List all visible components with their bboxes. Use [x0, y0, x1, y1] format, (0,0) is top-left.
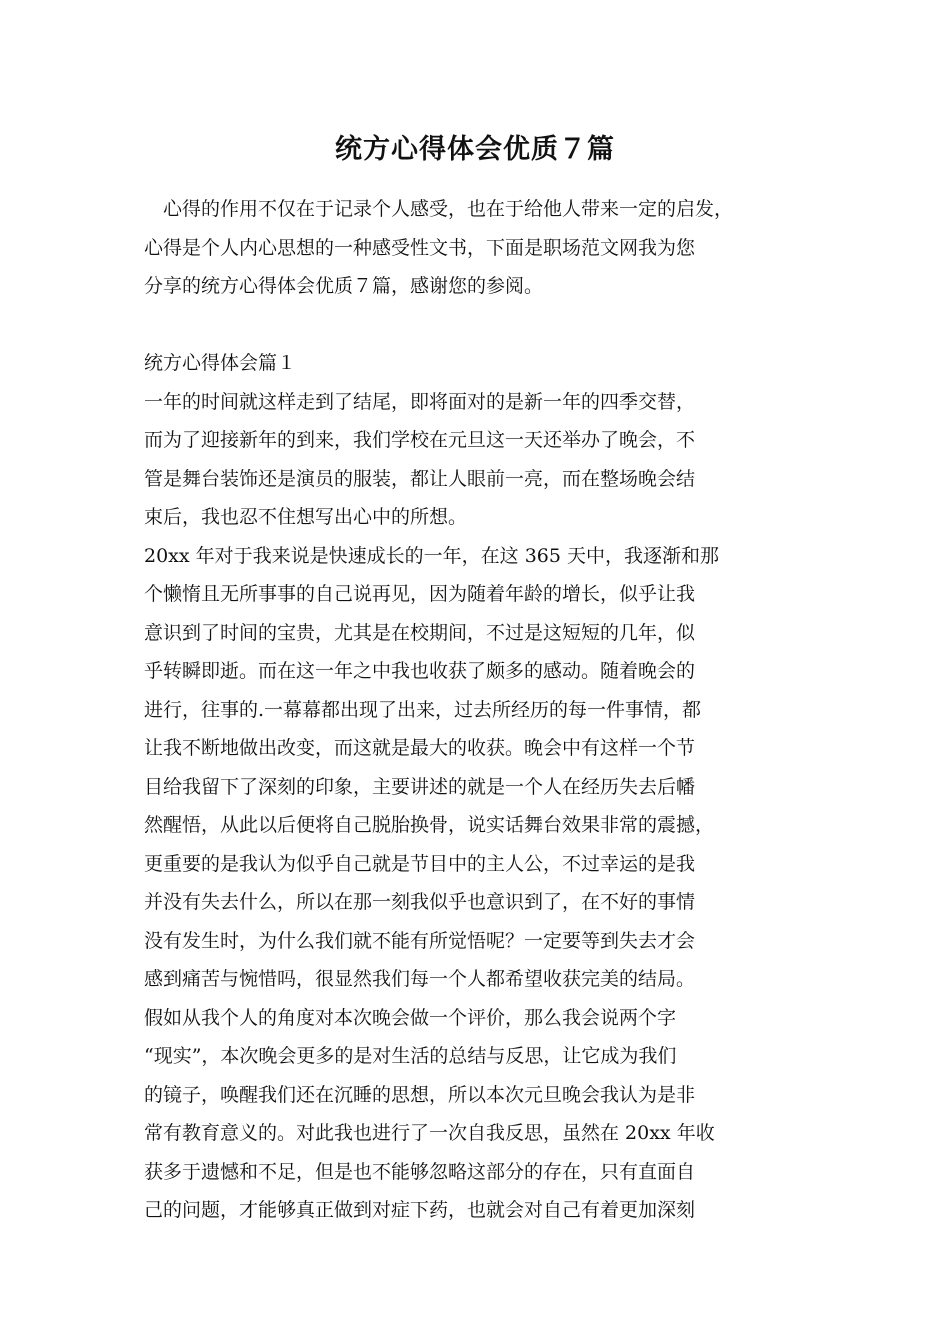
- body-line: 假如从我个人的角度对本次晚会做一个评价，那么我会说两个字: [144, 1006, 677, 1029]
- paragraph-spacer: [144, 306, 808, 345]
- intro-line: 分享的统方心得体会优质７篇，感谢您的参阅。: [144, 275, 544, 297]
- body-line: 进行，往事的.一幕幕都出现了出来，过去所经历的每一件事情，都: [144, 698, 702, 721]
- document-body: [144, 190, 808, 1230]
- body-line: 管是舞台装饰还是演员的服装，都让人眼前一亮，而在整场晚会结: [144, 467, 696, 490]
- body-line: 并没有失去什么，所以在那一刻我似乎也意识到了，在不好的事情: [144, 891, 696, 913]
- intro-line: 心得的作用不仅在于记录个人感受，也在于给他人带来一定的启发，: [144, 198, 734, 220]
- section-heading: 统方心得体会篇１: [144, 352, 297, 374]
- body-line: 乎转瞬即逝。而在这一年之中我也收获了颇多的感动。随着晚会的: [144, 660, 696, 682]
- body-line: 常有教育意义的。对此我也进行了一次自我反思，虽然在 20xx 年收: [144, 1122, 715, 1144]
- body-line: 目给我留下了深刻的印象，主要讲述的就是一个人在经历失去后幡: [144, 775, 696, 798]
- body-line: 一年的时间就这样走到了结尾，即将面对的是新一年的四季交替，: [144, 390, 696, 413]
- body-line: 让我不断地做出改变，而这就是最大的收获。晚会中有这样一个节: [144, 737, 696, 759]
- body-line: 的镜子，唤醒我们还在沉睡的思想，所以本次元旦晚会我认为是非: [144, 1083, 696, 1106]
- body-line: 然醒悟，从此以后便将自己脱胎换骨，说实话舞台效果非常的震撼，: [144, 814, 715, 836]
- body-line: “现实”，本次晚会更多的是对生活的总结与反思，让它成为我们: [144, 1045, 677, 1067]
- body-line: 意识到了时间的宝贵，尤其是在校期间，不过是这短短的几年，似: [144, 621, 696, 644]
- section-body: [144, 383, 808, 1230]
- body-line: 没有发生时，为什么我们就不能有所觉悟呢？一定要等到失去才会: [144, 929, 696, 952]
- body-line: 感到痛苦与惋惜吗，很显然我们每一个人都希望收获完美的结局。: [144, 968, 696, 990]
- body-line: 个懒惰且无所事事的自己说再见，因为随着年龄的增长，似乎让我: [144, 583, 696, 605]
- intro-paragraph: [144, 190, 808, 306]
- intro-line: 心得是个人内心思想的一种感受性文书，下面是职场范文网我为您: [144, 236, 696, 259]
- body-line: 己的问题，才能够真正做到对症下药，也就会对自己有着更加深刻: [144, 1199, 696, 1221]
- document-title: 统方心得体会优质７篇: [335, 134, 615, 165]
- body-line: 20xx 年对于我来说是快速成长的一年，在这 365 天中，我逐渐和那: [144, 544, 719, 567]
- body-line: 而为了迎接新年的到来，我们学校在元旦这一天还举办了晚会，不: [144, 429, 696, 451]
- body-line: 束后，我也忍不住想写出心中的所想。: [144, 506, 468, 528]
- body-line: 更重要的是我认为似乎自己就是节目中的主人公，不过幸运的是我: [144, 852, 696, 875]
- body-line: 获多于遗憾和不足，但是也不能够忽略这部分的存在，只有直面自: [144, 1160, 696, 1183]
